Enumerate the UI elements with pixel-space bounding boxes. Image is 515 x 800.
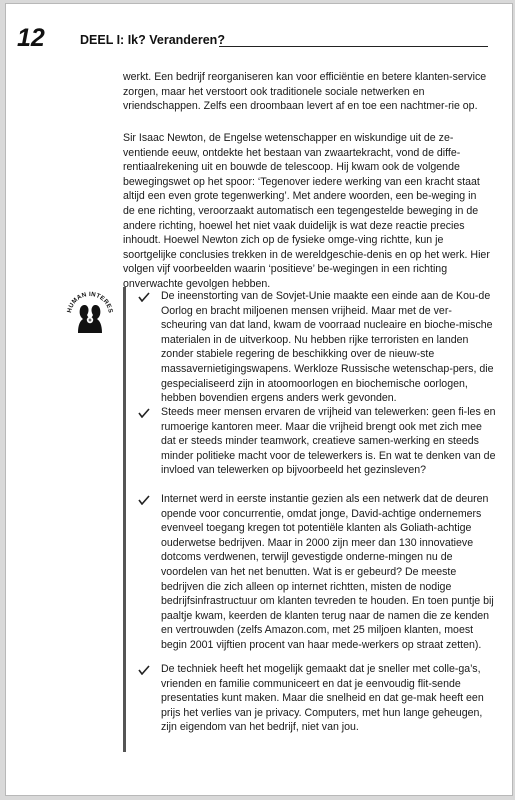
book-page [5, 3, 513, 796]
check-arrow-icon [138, 664, 150, 678]
page-header [6, 24, 513, 54]
svg-text:HUMAN INTEREST [63, 285, 114, 314]
bullet-list [123, 287, 502, 752]
human-interest-icon [63, 285, 117, 339]
page-number: 12 [17, 24, 45, 52]
bullet-text: Internet werd in eerste instantie gezien als een netwerk dat de deuren opende voor concurrentie, omdat jonge, David-achtige ondernemers evenveel toegang kregen tot potentiële klanten als Goliath-achtige ouderwetse bedrijven. Maar in 2000 zijn meer dan 130 innovatieve dotcoms verdwenen, terwijl gevestigde onderne-mingen nu de voordelen van het net benutten. Wat is er gebeurd? De meeste bedrijven die zich alleen op internet richtten, misten de nodige bedrijfsinfrastructuur om klanten tevreden te houden. En toen puntje bij paaltje kwam, keerden de klanten terug naar de namen die ze kenden en vertrouwden (zelfs Amazon.com, met 25 miljoen klanten, moest begin 2001 vijftien procent van haar mede-werkers op straat zetten). [161, 493, 494, 651]
human-interest-label: HUMAN INTERES [66, 290, 114, 314]
bullet-text: De techniek heeft het mogelijk gemaakt dat je sneller met colle-ga’s, vrienden en familie communiceert en dat je eenvoudig flit-sende presentaties kunt maken. Maar die snelheid en dat ge-mak heeft een prijs het verlies van je privacy. Computers, met hun lange geheugen, zijn eigendom van het bedrijf, niet van jou. [161, 663, 484, 734]
check-arrow-icon [138, 494, 150, 508]
section-title: DEEL I: Ik? Veranderen? [80, 33, 225, 47]
check-arrow-icon [138, 291, 150, 305]
check-arrow-icon [138, 407, 150, 421]
paragraph-1: werkt. Een bedrijf reorganiseren kan voor efficiëntie en betere klanten-service zorgen, maar het verstoort ook traditionele sociale netwerken en vriendschappen. Zelfs een droombaan levert af en toe een nachtmer-rie op. [123, 71, 487, 113]
bullet-text: De ineenstorting van de Sovjet-Unie maakte een einde aan de Kou-de Oorlog en bracht miljoenen mensen vrijheid. Maar met de ver-scheuring van dat land, kwam de voorraad nucleaire en bioche-mische materialen in de uitverkoop. Nu hebben rijke terroristen en landen zonder stabiele regering de beschikking over de nieuw-ste massavernietigingswapens. Werkloze Russische wetenschap-pers, die gespecialiseerd zijn in atoomoorlogen en biochemische oorlogen, hebben bovendien ergens anders werk gevonden. [161, 290, 494, 405]
bullet-text: Steeds meer mensen ervaren de vrijheid van telewerken: geen fi-les en rumoerige kantoren meer. Maar die vrijheid brengt ook met zich mee dat er steeds minder teamwork, creatieve samen-werking en steeds minder politieke macht voor de telewerkers is. En wat te denken van de invloed van telewerken op bijvoorbeeld het gezinsleven? [161, 406, 496, 477]
paragraph-2: Sir Isaac Newton, de Engelse wetenschapper en wiskundige uit de ze-ventiende eeuw, ontdekte het bestaan van zwaartekracht, vond de diffe-rentiaalrekening uit en bouwde de telescoop. Hij kwam ook de volgende bewegingswet op het spoor: ‘Tegenover iedere werking van een kracht staat altijd een even grote tegenwerking’. Met andere woorden, een be-weging in de ene richting, veroorzaakt automatisch een tegengestelde beweging in de andere richting, hoewel het niet vaak duidelijk is wat deze reactie precies inhoudt. Hoewel Newton zich op de fysieke omge-ving richtte, kun je soortgelijke conclusies trekken in de wereldgeschie-denis en op het werk. Hier volgen vijf voorbeelden waarin ‘positieve’ be-wegingen in een richting onverwachte gevolgen hebben. [123, 132, 490, 290]
header-rule [219, 46, 488, 47]
